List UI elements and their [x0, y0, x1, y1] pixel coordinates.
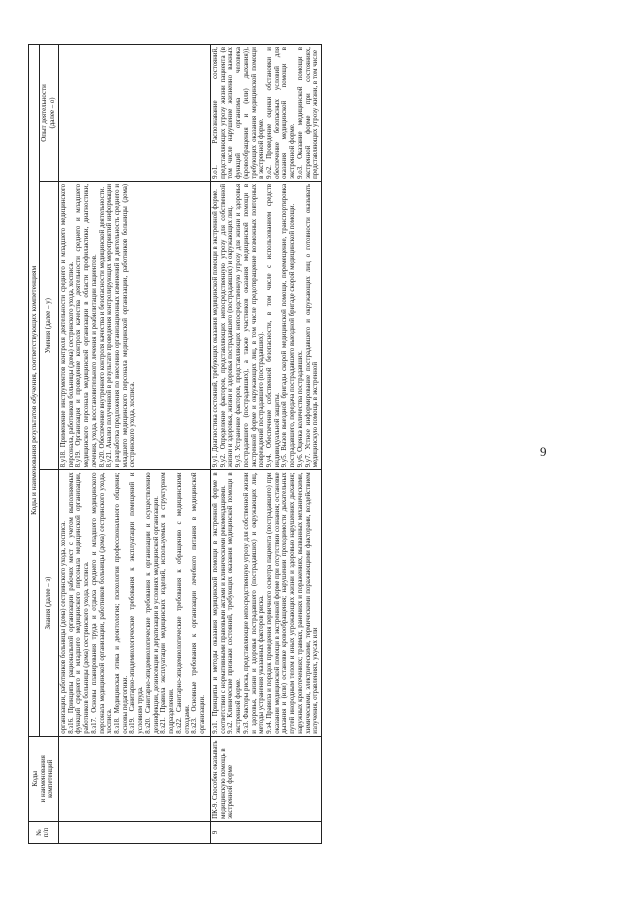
header-knowledge: Знания (далее – з) [40, 470, 58, 736]
header-experience: Опыт деятельности (далее – о) [40, 45, 58, 182]
row-knowledge: организации, работников больницы (дома) сестринского ухода, хосписа. 8.з16. Принципы рациональной организации рабочих мест с учетом выполняемых функций среднего и младшего медицинского персонала медицинской организации, работников больницы (дома) сестринского ухода, хосписа. 8.з17. Основы планирования труда и отдыха среднего и младшего медицинского персонала медицинской организации, работников больницы (дома) сестринского ухода, хосписа. 8.з18. Медицинская этика и деонтология; психология профессионального общения; основы педагогики. 8.з19. Санитарно-эпидемиологические требования к эксплуатации помещений и условиям труда. 8.з20. Санитарно-эпидемиологические требования к организации и осуществлению дезинфекции, дезинсекции и дератизации в условиях медицинской организации. 8.з21. Правила эксплуатации медицинских изделий, используемых в структурном подразделении. 8.з22. Санитарно-эпидемиологические требования к обращению с медицинскими отходами. 8.з23. Основные требования к организации лечебного питания в медицинской организации. [58, 470, 210, 736]
row-num [58, 821, 210, 843]
header-num: № п/п [29, 821, 59, 843]
row-code: ПК-9. Способен оказывать медицинскую помощь в экстренной форме [210, 736, 321, 821]
row-knowledge: 9.з1. Принципы и методы оказания медицинской помощи в экстренной форме в соответствии с нормативными правовыми актами и клиническими рекомендациями. 9.з2. Клинические признаки состояний, требующих оказания медицинской помощи в экстренной форме. 9.з3. Факторы риска, представляющие непосредственную угрозу для собственной жизни и здоровья, жизни и здоровья пострадавшего (пострадавших) и окружающих лиц, методы устранения указанных факторов риска. 9.з4. Правила и порядок проведения первичного осмотра пациента (пострадавшего) при оказании медицинской помощи в экстренной форме при отсутствии сознания; остановке дыхания и (или) остановке кровообращения; нарушении проходимости дыхательных путей инородным телом и иных угрожающих жизни и здоровью нарушениях дыхания; наружных кровотечениях; травмах, ранениях и поражениях, вызванных механическими, химическими, электрическими, термическими поражающими факторами, воздействием излучения, отравлениях, укусах или [210, 470, 321, 736]
row-skills: 8.у18. Применение инструментов контроля деятельности среднего и младшего медицинского персонала, работников больницы (дома) сестринского ухода, хосписа. 8.у19. Организация и проведение контроля качества деятельности среднего и младшего медицинского персонала медицинской организации в области профилактики, диагностики, лечения, ухода, восстановительного лечения и реабилитации пациентов. 8.у20. Обеспечение внутреннего контроля качества и безопасности медицинской деятельности. 8.у21. Анализ полученной в результате проведения контролирующих мероприятий информации и разработка предложения по внесению организационных изменений в деятельность среднего и младшего медицинского персонала медицинской организации, работников больницы (дома) сестринского ухода, хосписа. [58, 181, 210, 470]
rotated-table-area [28, 44, 552, 844]
table-row [210, 45, 321, 844]
row-num: 9 [210, 821, 321, 843]
header-skills: Умения (далее – у) [40, 181, 58, 470]
row-skills: 9.у1. Диагностика состояний, требующих оказания медицинской помощи в экстренной форме. 9.у2. Определение факторов, представляющих непосредственную угрозу для собственной жизни и здоровья, жизни и здоровья пострадавшего (пострадавших) и окружающих лиц. 9.у3. Устранение факторов, представляющих непосредственную угрозу для жизни и здоровья пострадавшего (пострадавших), а также участников оказания медицинской помощи в экстренной форме и окружающих лиц, в том числе предотвращение возможных повторных повреждений пострадавшего (пострадавших). 9.у4. Обеспечение собственной безопасности, в том числе с использованием средств индивидуальной защиты. 9.у5. Вызов выездной бригады скорой медицинской помощи, перемещение, транспортировка пострадавшего, передача пострадавшего выездной бригаде скорой медицинской помощи. 9.у6. Оценка количества пострадавших. 9.у7. Устное информирование пострадавшего и окружающих лиц о готовности оказывать медицинскую помощь в экстренной [210, 181, 321, 470]
row-experience: 9.о1. Распознавание состояний, представляющих угрозу жизни пациента (в том числе нарушение жизненно важных функций организма человека (кровообращения и (или) дыхания)), требующих оказания медицинской помощи в экстренной форме. 9.о2. Проведение оценки обстановки и обеспечение безопасных условий для оказания медицинской помощи в экстренной форме. 9.о3. Оказание медицинской помощи в экстренной форме при состояниях, представляющих угрозу жизни, в том числе [210, 45, 321, 182]
page-number: 9 [540, 444, 547, 459]
row-code [58, 736, 210, 821]
table-row [58, 45, 210, 844]
row-experience [58, 45, 210, 182]
competency-table [28, 44, 322, 844]
header-codes: Коды и наименования компетенций [29, 736, 59, 821]
header-results-title: Коды и наименования результатов обучения, соответствующих компетенциям [29, 45, 40, 737]
